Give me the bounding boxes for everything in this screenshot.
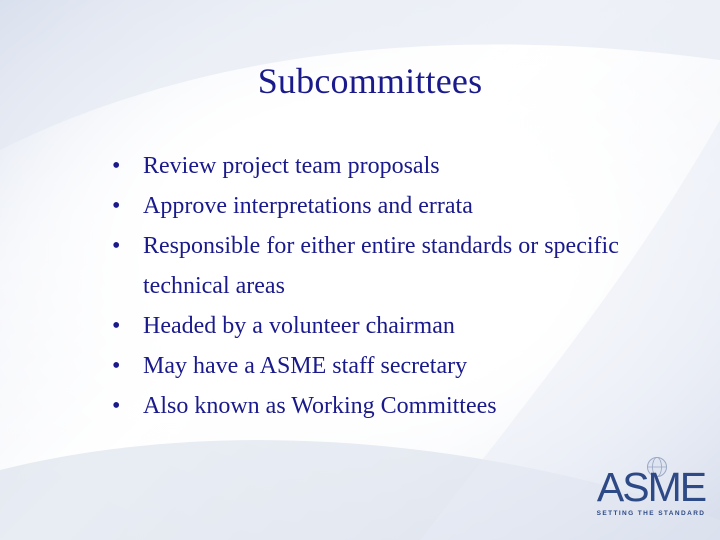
bullet-icon: •	[112, 233, 121, 259]
bullet-icon: •	[112, 313, 121, 339]
bullet-icon: •	[112, 353, 121, 379]
bullet-item	[112, 306, 632, 346]
bullet-item	[112, 386, 632, 426]
bullet-icon: •	[112, 193, 121, 219]
slide-title: Subcommittees	[257, 61, 483, 101]
bullet-text: Review project team proposals	[143, 153, 440, 179]
bullet-text: Approve interpretations and errata	[143, 193, 473, 219]
bullet-item	[112, 226, 632, 306]
bullet-list	[112, 146, 632, 426]
bullet-item	[112, 346, 632, 386]
bullet-icon: •	[112, 153, 121, 179]
bullet-text: Also known as Working Committees	[143, 393, 497, 419]
bullet-text: Responsible for either entire standards or specific technical areas	[143, 233, 619, 299]
logo-tagline: SETTING THE STANDARD	[596, 510, 706, 517]
asme-logo	[590, 456, 712, 526]
bullet-item	[112, 186, 632, 226]
logo-wordmark: ASME	[596, 464, 706, 510]
bullet-item	[112, 146, 632, 186]
bullet-icon: •	[112, 393, 121, 419]
bullet-text: May have a ASME staff secretary	[143, 353, 468, 379]
bullet-text: Headed by a volunteer chairman	[143, 313, 455, 339]
